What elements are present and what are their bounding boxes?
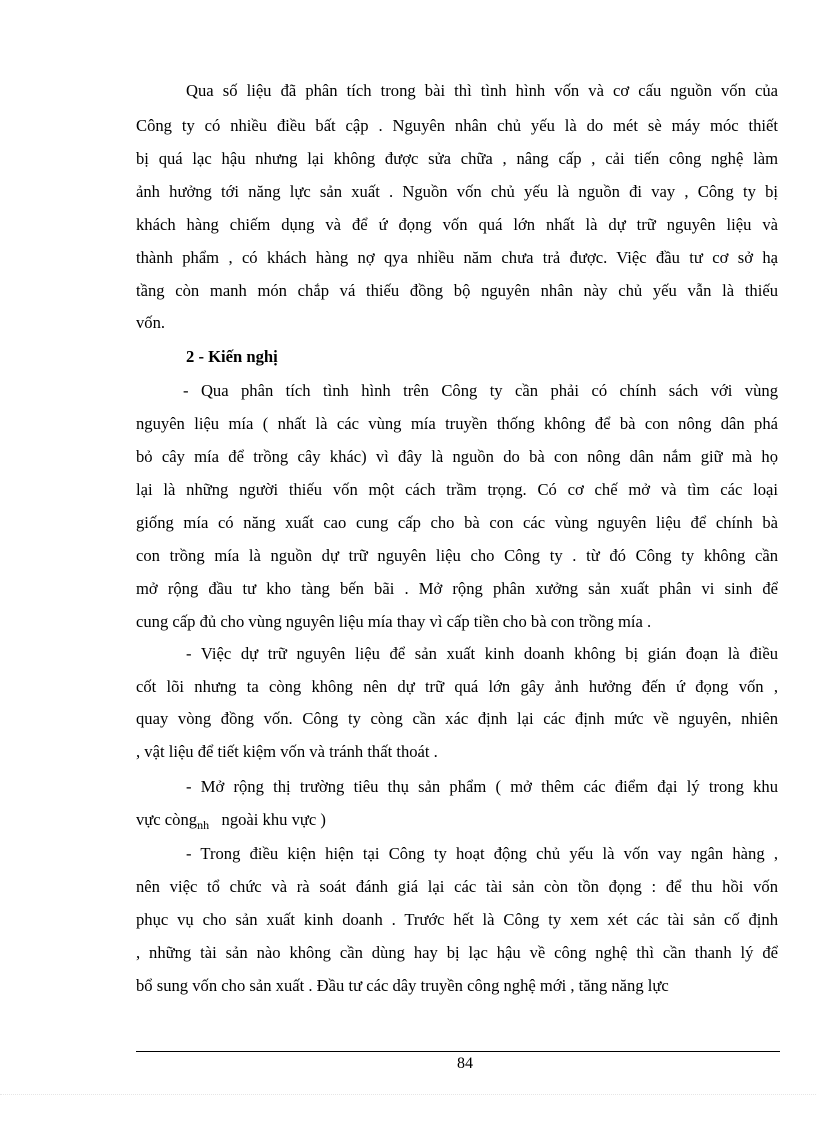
text-line: - Mở rộng thị trường tiêu thụ sản phẩm ( mở thêm các điểm đại lý trong khu: [186, 777, 778, 796]
text-line: tầng còn manh món chắp vá thiếu đồng bộ nguyên nhân này chủ yếu vẫn là thiếu: [136, 281, 778, 300]
text-line: [136, 803, 778, 836]
text-line: bỏ cây mía để trồng cây khác) vì đây là nguồn do bà con nông dân nắm giữ mà họ: [136, 447, 778, 466]
text-line: ảnh hưởng tới năng lực sản xuất . Nguồn vốn chủ yếu là nguồn đi vay , Công ty bị: [136, 182, 778, 201]
text-line: khách hàng chiếm dụng và để ứ đọng vốn quá lớn nhất là dự trữ nguyên liệu và: [136, 215, 778, 234]
text-line: Công ty có nhiều điều bất cập . Nguyên nhân chủ yếu là do mét sè máy móc thiết: [136, 116, 778, 135]
text-line: con trồng mía là nguồn dự trữ nguyên liệu cho Công ty . từ đó Công ty không cần: [136, 546, 778, 565]
text-line: mở rộng đầu tư kho tàng bến bãi . Mở rộng phân xưởng sản xuất phân vi sinh để: [136, 579, 778, 598]
text-line: bổ sung vốn cho sản xuất . Đầu tư các dây truyền công nghệ mới , tăng năng lực: [136, 976, 669, 995]
text-fragment: vực còng: [136, 810, 198, 829]
text-line: - Qua phân tích tình hình trên Công ty cần phải có chính sách với vùng: [183, 381, 778, 400]
text-line: , những tài sản nào không cần dùng hay bị lạc hậu về công nghệ thì cần thanh lý để: [136, 943, 778, 962]
footer-divider: [136, 1051, 780, 1052]
text-line: nguyên liệu mía ( nhất là các vùng mía truyền thống không để bà con nông dân phá: [136, 414, 778, 433]
text-line: phục vụ cho sản xuất kinh doanh . Trước hết là Công ty xem xét các tài sản cố định: [136, 910, 778, 929]
page-edge-dotted-line: [0, 1094, 816, 1095]
text-line: - Việc dự trữ nguyên liệu để sản xuất kinh doanh không bị gián đoạn là điều: [186, 644, 778, 663]
text-line: bị quá lạc hậu nhưng lại không được sửa chữa , nâng cấp , cải tiến công nghệ làm: [136, 149, 778, 168]
section-heading: 2 - Kiến nghị: [186, 347, 278, 366]
text-line: cung cấp đủ cho vùng nguyên liệu mía thay vì cấp tiền cho bà con trồng mía .: [136, 612, 652, 631]
text-line: giống mía có năng xuất cao cung cấp cho bà con các vùng nguyên liệu để chính bà: [136, 513, 778, 532]
text-line: lại là những người thiếu vốn một cách trầm trọng. Có cơ chế mở và tìm các loại: [136, 480, 778, 499]
text-line: vốn.: [136, 313, 166, 332]
text-line: nên việc tổ chức và rà soát đánh giá lại các tài sản còn tồn đọng : để thu hồi vốn: [136, 877, 778, 896]
text-line: , vật liệu để tiết kiệm vốn và tránh thất thoát .: [136, 742, 438, 761]
text-line: quay vòng đồng vốn. Công ty còng cần xác định lại các định mức về nguyên, nhiên: [136, 709, 778, 728]
page-number: 84: [457, 1055, 473, 1072]
text-fragment: ngoài khu vực ): [221, 810, 326, 829]
text-line: Qua số liệu đã phân tích trong bài thì tình hình vốn và cơ cấu nguồn vốn của: [186, 81, 778, 100]
stray-subscript-text: nh: [197, 818, 210, 832]
text-line: cốt lõi nhưng ta còng không nên dự trữ quá lớn gây ảnh hưởng đến ứ đọng vốn ,: [136, 677, 778, 696]
text-line: - Trong điều kiện hiện tại Công ty hoạt động chủ yếu là vốn vay ngân hàng ,: [186, 844, 778, 863]
text-line: thành phẩm , có khách hàng nợ qya nhiều năm chưa trả được. Việc đầu tư cơ sở hạ: [136, 248, 778, 267]
